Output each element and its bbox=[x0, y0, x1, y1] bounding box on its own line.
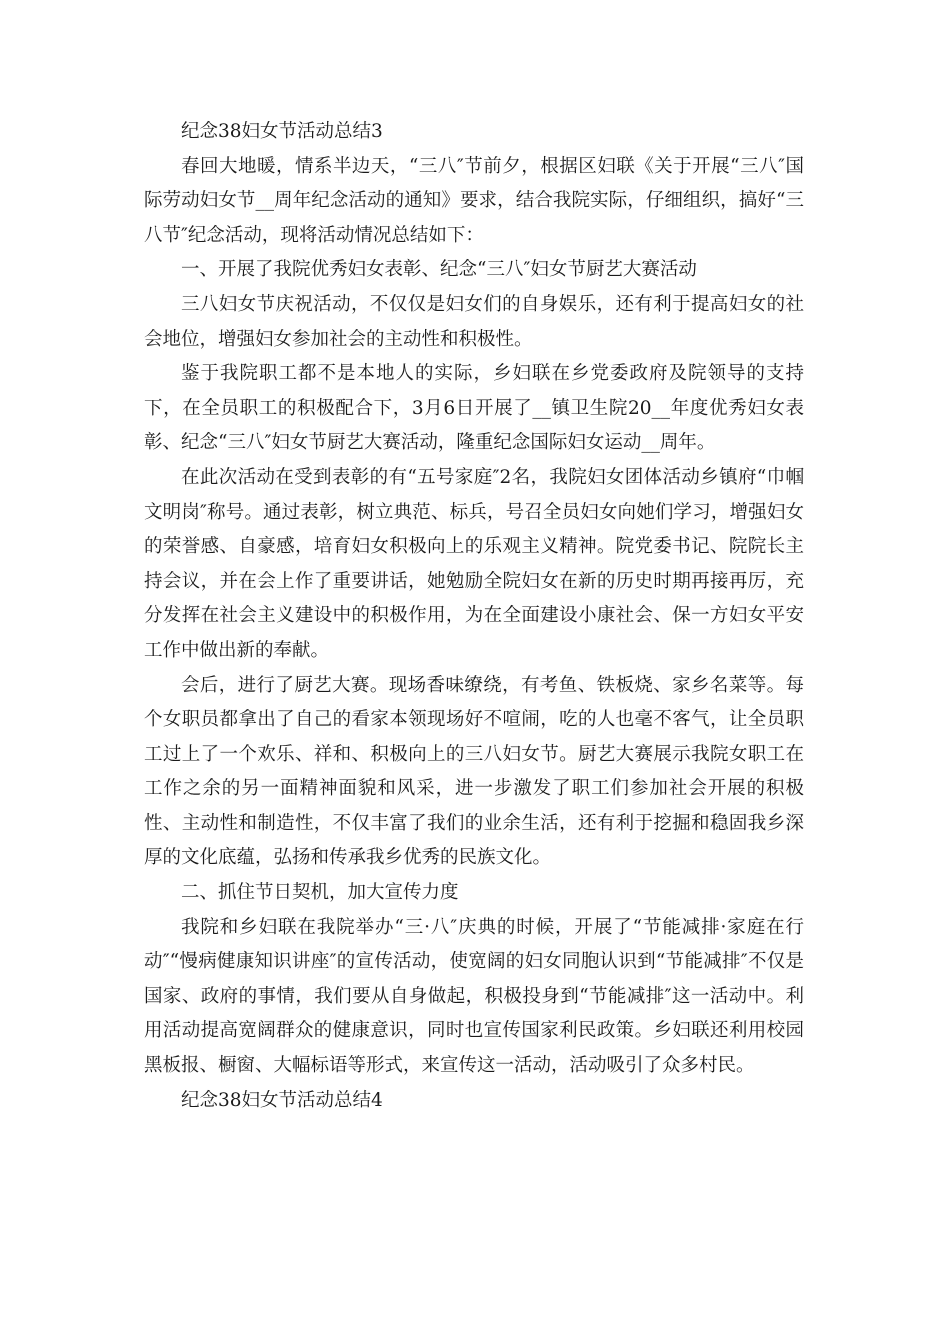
section-heading-1: 一、开展了我院优秀妇女表彰、纪念“三八″妇女节厨艺大赛活动 bbox=[181, 259, 697, 281]
document-title: 纪念38妇女节活动总结3 bbox=[181, 121, 383, 142]
section2-paragraph-1: 我院和乡妇联在我院举办“三·八″庆典的时候，开展了“节能减排·家庭在行动″“慢病健康知识讲座″的宣传活动，使宽阔的妇女同胞认识到“节能减排″不仅是国家、政府的事情，我们要从自身做起，积极投身到“节能减排″这一活动中。利用活动提高宽阔群众的健康意识，同时也宣传国家利民政策。乡妇联还利用校园黑板报、橱窗、大幅标语等形式，来宣传这一活动，活动吸引了众多村民。 bbox=[144, 916, 804, 1077]
section1-paragraph-3: 在此次活动在受到表彰的有“五号家庭″2名，我院妇女团体活动乡镇府“巾帼文明岗″称号。通过表彰，树立典范、标兵，号召全员妇女向她们学习，增强妇女的荣誉感、自豪感，培育妇女积极向上的乐观主义精神。院党委书记、院院长主持会议，并在会上作了重要讲话，她勉励全院妇女在新的历史时期再接再厉，充分发挥在社会主义建设中的积极作用，为在全面建设小康社会、保一方妇女平安工作中做出新的奉献。 bbox=[144, 466, 804, 661]
section-heading-2: 二、抓住节日契机，加大宣传力度 bbox=[181, 882, 459, 904]
section1-paragraph-4: 会后，进行了厨艺大赛。现场香味缭绕，有考鱼、铁板烧、家乡名菜等。每个女职员都拿出了自己的看家本领现场好不喧闹，吃的人也毫不客气，让全员职工过上了一个欢乐、祥和、积极向上的三八妇女节。厨艺大赛展示我院女职工在工作之余的另一面精神面貌和风采，进一步激发了职工们参加社会开展的积极性、主动性和制造性，不仅丰富了我们的业余生活，还有利于挖掘和稳固我乡深厚的文化底蕴，弘扬和传承我乡优秀的民族文化。 bbox=[144, 674, 804, 869]
section1-paragraph-1: 三八妇女节庆祝活动，不仅仅是妇女们的自身娱乐，还有利于提高妇女的社会地位，增强妇女参加社会的主动性和积极性。 bbox=[144, 293, 804, 350]
next-document-title: 纪念38妇女节活动总结4 bbox=[181, 1089, 383, 1111]
document-body bbox=[144, 115, 804, 1118]
intro-paragraph: 春回大地暖，情系半边天，“三八″节前夕，根据区妇联《关于开展“三八″国际劳动妇女节__周年纪念活动的通知》要求，结合我院实际，仔细组织，搞好“三八节″纪念活动，现将活动情况总结如下： bbox=[144, 155, 804, 246]
section1-paragraph-2: 鉴于我院职工都不是本地人的实际，乡妇联在乡党委政府及院领导的支持下，在全员职工的积极配合下，3月6日开展了__镇卫生院20__年度优秀妇女表彰、纪念“三八″妇女节厨艺大赛活动，隆重纪念国际妇女运动__周年。 bbox=[144, 363, 804, 454]
